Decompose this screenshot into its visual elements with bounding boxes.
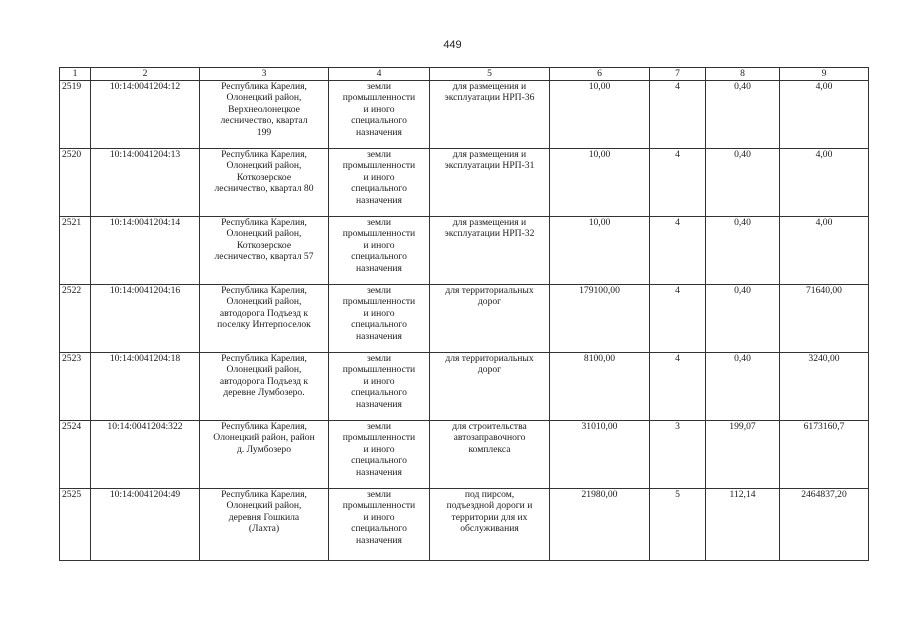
land-category-line: и иного xyxy=(363,239,395,251)
column-header: 2 xyxy=(91,68,200,81)
permitted-use-line: эксплуатации НРП-36 xyxy=(444,92,535,104)
land-category-line: промышленности xyxy=(342,228,416,240)
location-line: Олонецкий район, xyxy=(226,364,302,376)
location-cell xyxy=(200,489,329,561)
land-category-line: земли xyxy=(366,285,392,296)
column-7-cell: 4 xyxy=(650,81,706,149)
land-category-line: специального xyxy=(351,387,407,399)
cadastral-number-cell: 10:14:0041204:16 xyxy=(91,285,200,353)
land-category-line: и иного xyxy=(363,307,395,319)
location-line: (Лахта) xyxy=(248,523,280,535)
permitted-use-cell xyxy=(430,81,550,149)
area-cell: 179100,00 xyxy=(550,285,650,353)
land-category-line: земли xyxy=(366,217,392,228)
row-number-cell: 2520 xyxy=(60,149,91,217)
permitted-use-cell xyxy=(430,149,550,217)
location-cell xyxy=(200,353,329,421)
column-8-cell: 0,40 xyxy=(706,149,780,217)
location-line: Олонецкий район, xyxy=(226,228,302,240)
column-8-cell: 199,07 xyxy=(706,421,780,489)
row-number-cell: 2525 xyxy=(60,489,91,561)
permitted-use-line: для строительства xyxy=(452,421,527,432)
column-header: 5 xyxy=(430,68,550,81)
location-cell xyxy=(200,421,329,489)
location-line: деревня Гошкила xyxy=(228,511,300,523)
table-row xyxy=(60,149,869,217)
land-category-cell xyxy=(329,353,430,421)
land-category-cell xyxy=(329,285,430,353)
permitted-use-line: автозаправочного xyxy=(453,432,526,444)
land-category-line: промышленности xyxy=(342,92,416,104)
location-line: лесничество, квартал 57 xyxy=(214,251,314,263)
cadastral-number-cell: 10:14:0041204:13 xyxy=(91,149,200,217)
land-category-line: земли xyxy=(366,353,392,364)
land-category-line: промышленности xyxy=(342,160,416,172)
location-line: Олонецкий район, xyxy=(226,92,302,104)
land-category-line: специального xyxy=(351,183,407,195)
cadastral-number-cell: 10:14:0041204:14 xyxy=(91,217,200,285)
land-category-line: назначения xyxy=(356,262,402,274)
area-cell: 10,00 xyxy=(550,81,650,149)
table-row xyxy=(60,217,869,285)
row-number-cell: 2523 xyxy=(60,353,91,421)
permitted-use-line: для размещения и xyxy=(452,149,527,160)
area-cell: 21980,00 xyxy=(550,489,650,561)
column-9-cell: 4,00 xyxy=(780,217,869,285)
column-9-cell: 4,00 xyxy=(780,149,869,217)
land-category-line: специального xyxy=(351,251,407,263)
land-category-line: и иного xyxy=(363,103,395,115)
location-line: лесничество, квартал 80 xyxy=(214,183,314,195)
column-header: 7 xyxy=(650,68,706,81)
cadastral-number-cell: 10:14:0041204:49 xyxy=(91,489,200,561)
land-category-line: земли xyxy=(366,149,392,160)
land-category-cell xyxy=(329,217,430,285)
location-line: Республика Карелия, xyxy=(221,217,307,228)
land-category-line: специального xyxy=(351,115,407,127)
land-category-line: специального xyxy=(351,523,407,535)
row-number-cell: 2521 xyxy=(60,217,91,285)
column-header: 3 xyxy=(200,68,329,81)
column-9-cell: 71640,00 xyxy=(780,285,869,353)
land-registry-table xyxy=(59,67,869,561)
location-line: автодорога Подъезд к xyxy=(219,375,309,387)
area-cell: 8100,00 xyxy=(550,353,650,421)
land-category-line: промышленности xyxy=(342,432,416,444)
row-number-cell: 2522 xyxy=(60,285,91,353)
column-9-cell: 4,00 xyxy=(780,81,869,149)
location-line: Республика Карелия, xyxy=(221,489,307,500)
column-9-cell: 2464837,20 xyxy=(780,489,869,561)
location-line: Верхнеолонецкое xyxy=(228,103,300,115)
land-category-line: и иного xyxy=(363,443,395,455)
land-category-cell xyxy=(329,489,430,561)
land-category-line: и иного xyxy=(363,375,395,387)
column-7-cell: 4 xyxy=(650,353,706,421)
column-header: 4 xyxy=(329,68,430,81)
table-row xyxy=(60,421,869,489)
permitted-use-cell xyxy=(430,285,550,353)
land-category-line: назначения xyxy=(356,398,402,410)
land-category-line: назначения xyxy=(356,330,402,342)
area-cell: 31010,00 xyxy=(550,421,650,489)
land-category-line: земли xyxy=(366,421,392,432)
column-8-cell: 112,14 xyxy=(706,489,780,561)
cadastral-number-cell: 10:14:0041204:322 xyxy=(91,421,200,489)
page-number: 449 xyxy=(443,39,462,51)
location-line: д. Лумбозеро xyxy=(236,443,291,455)
column-header: 8 xyxy=(706,68,780,81)
permitted-use-line: для размещения и xyxy=(452,217,527,228)
header-row xyxy=(60,68,869,81)
location-cell xyxy=(200,217,329,285)
land-category-line: назначения xyxy=(356,126,402,138)
land-category-line: специального xyxy=(351,455,407,467)
permitted-use-line: обслуживания xyxy=(460,523,519,535)
location-line: Олонецкий район, xyxy=(226,500,302,512)
column-header: 6 xyxy=(550,68,650,81)
permitted-use-cell xyxy=(430,217,550,285)
table-row xyxy=(60,285,869,353)
column-8-cell: 0,40 xyxy=(706,353,780,421)
permitted-use-line: эксплуатации НРП-32 xyxy=(444,228,535,240)
location-line: Республика Карелия, xyxy=(221,81,307,92)
column-8-cell: 0,40 xyxy=(706,285,780,353)
land-category-line: земли xyxy=(366,489,392,500)
cadastral-number-cell: 10:14:0041204:18 xyxy=(91,353,200,421)
land-category-line: и иного xyxy=(363,171,395,183)
land-category-line: промышленности xyxy=(342,296,416,308)
land-category-line: назначения xyxy=(356,534,402,546)
area-cell: 10,00 xyxy=(550,149,650,217)
column-7-cell: 4 xyxy=(650,217,706,285)
location-line: деревне Лумбозеро. xyxy=(223,387,305,399)
table-row xyxy=(60,81,869,149)
column-9-cell: 6173160,7 xyxy=(780,421,869,489)
permitted-use-line: комплекса xyxy=(468,443,511,455)
location-line: Республика Карелия, xyxy=(221,149,307,160)
permitted-use-cell xyxy=(430,353,550,421)
column-7-cell: 4 xyxy=(650,285,706,353)
column-7-cell: 4 xyxy=(650,149,706,217)
location-line: Коткозерское xyxy=(236,171,292,183)
location-line: Республика Карелия, xyxy=(221,353,307,364)
permitted-use-line: дорог xyxy=(477,296,502,308)
land-category-line: назначения xyxy=(356,466,402,478)
permitted-use-line: территории для их xyxy=(451,511,528,523)
location-line: 199 xyxy=(256,126,272,138)
land-category-cell xyxy=(329,149,430,217)
location-line: Олонецкий район, xyxy=(226,296,302,308)
row-number-cell: 2524 xyxy=(60,421,91,489)
table-body xyxy=(60,81,869,561)
location-line: Республика Карелия, xyxy=(221,421,307,432)
permitted-use-line: подъездной дороги и xyxy=(446,500,533,512)
permitted-use-line: для территориальных xyxy=(445,353,534,364)
location-cell xyxy=(200,149,329,217)
land-category-line: промышленности xyxy=(342,364,416,376)
location-line: автодорога Подъезд к xyxy=(219,307,309,319)
location-cell xyxy=(200,81,329,149)
location-line: лесничество, квартал xyxy=(220,115,308,127)
land-category-line: назначения xyxy=(356,194,402,206)
permitted-use-line: эксплуатации НРП-31 xyxy=(444,160,535,172)
permitted-use-line: дорог xyxy=(477,364,502,376)
column-7-cell: 3 xyxy=(650,421,706,489)
column-header: 9 xyxy=(780,68,869,81)
row-number-cell: 2519 xyxy=(60,81,91,149)
area-cell: 10,00 xyxy=(550,217,650,285)
permitted-use-cell xyxy=(430,489,550,561)
land-category-cell xyxy=(329,421,430,489)
column-8-cell: 0,40 xyxy=(706,81,780,149)
cadastral-number-cell: 10:14:0041204:12 xyxy=(91,81,200,149)
location-line: Коткозерское xyxy=(236,239,292,251)
land-category-line: земли xyxy=(366,81,392,92)
permitted-use-line: под пирсом, xyxy=(464,489,515,500)
column-9-cell: 3240,00 xyxy=(780,353,869,421)
land-category-line: промышленности xyxy=(342,500,416,512)
table-row xyxy=(60,353,869,421)
column-7-cell: 5 xyxy=(650,489,706,561)
permitted-use-line: для размещения и xyxy=(452,81,527,92)
column-header: 1 xyxy=(60,68,91,81)
land-category-line: специального xyxy=(351,319,407,331)
location-line: Олонецкий район, район xyxy=(213,432,315,444)
location-line: Республика Карелия, xyxy=(221,285,307,296)
location-line: Олонецкий район, xyxy=(226,160,302,172)
column-8-cell: 0,40 xyxy=(706,217,780,285)
land-category-cell xyxy=(329,81,430,149)
permitted-use-line: для территориальных xyxy=(445,285,534,296)
permitted-use-cell xyxy=(430,421,550,489)
location-cell xyxy=(200,285,329,353)
land-category-line: и иного xyxy=(363,511,395,523)
table-row xyxy=(60,489,869,561)
location-line: поселку Интерпоселок xyxy=(217,319,311,331)
